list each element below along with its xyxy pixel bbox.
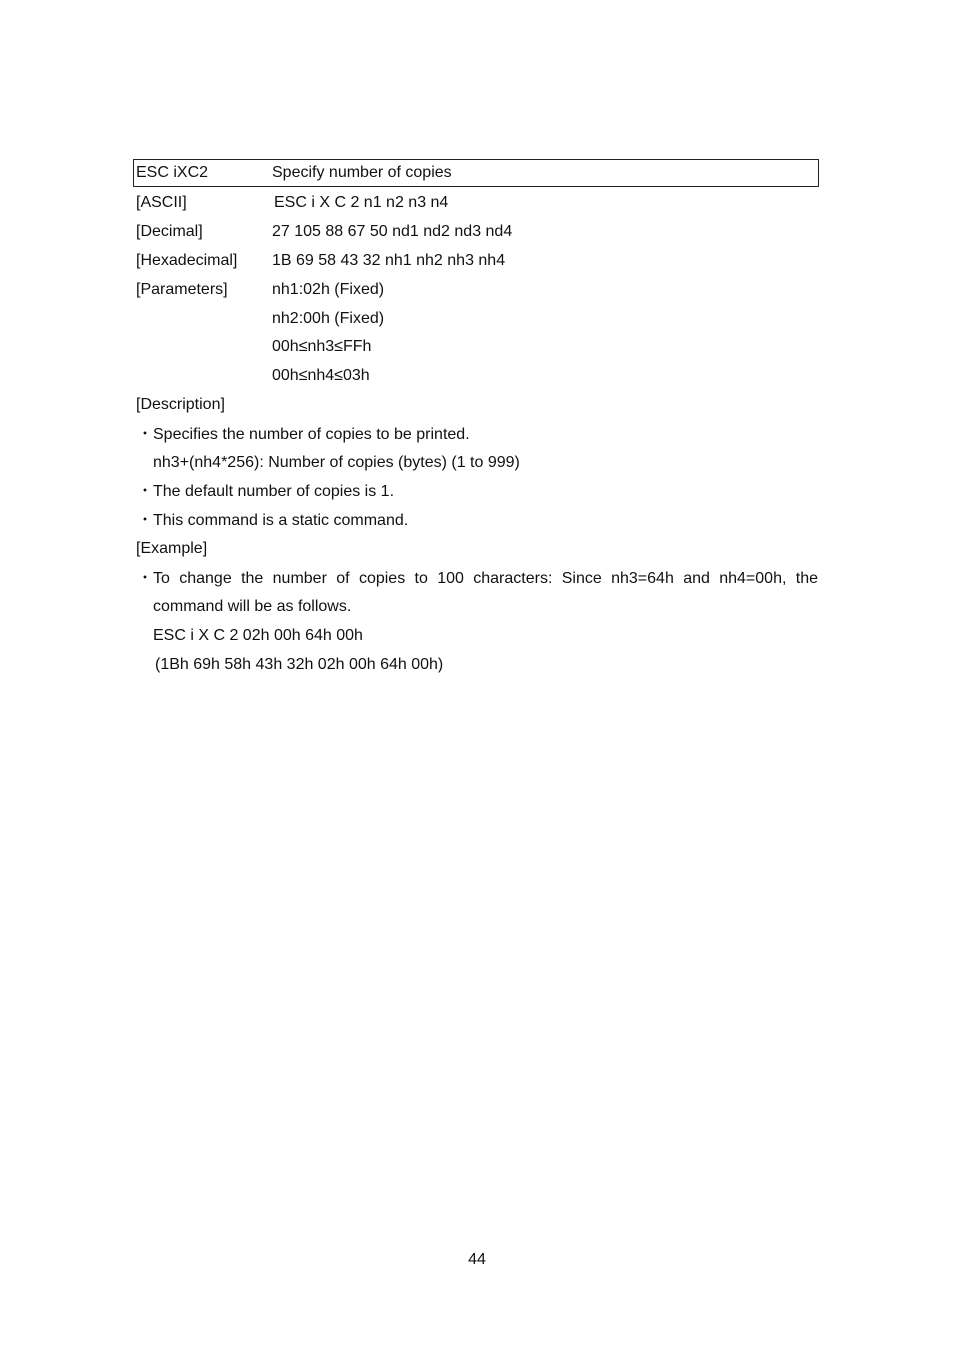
- hexadecimal-value: 1B 69 58 43 32 nh1 nh2 nh3 nh4: [272, 252, 506, 269]
- parameters-label: [Parameters]: [136, 281, 228, 298]
- parameter-nh4: 00h≤nh4≤03h: [272, 367, 370, 384]
- command-header-box: [133, 159, 819, 187]
- command-title: Specify number of copies: [272, 164, 452, 181]
- bullet-mark: ・: [137, 512, 154, 529]
- description-item: Specifies the number of copies to be printed.: [153, 426, 470, 443]
- hexadecimal-label: [Hexadecimal]: [136, 252, 238, 269]
- bullet-mark: ・: [137, 426, 154, 443]
- description-item: The default number of copies is 1.: [153, 483, 395, 500]
- ascii-label: [ASCII]: [136, 194, 187, 211]
- parameter-nh3: 00h≤nh3≤FFh: [272, 338, 372, 355]
- description-item: This command is a static command.: [153, 512, 409, 529]
- parameter-nh1: nh1:02h (Fixed): [272, 281, 385, 298]
- parameter-nh2: nh2:00h (Fixed): [272, 310, 385, 327]
- bullet-mark: ・: [137, 483, 154, 500]
- example-hex: (1Bh 69h 58h 43h 32h 02h 00h 64h 00h): [155, 656, 444, 673]
- decimal-label: [Decimal]: [136, 223, 203, 240]
- command-name: ESC iXC2: [136, 164, 209, 181]
- example-label: [Example]: [136, 540, 208, 557]
- page-number: 44: [468, 1251, 486, 1268]
- example-command: ESC i X C 2 02h 00h 64h 00h: [153, 627, 363, 644]
- ascii-value: ESC i X C 2 n1 n2 n3 n4: [274, 194, 449, 211]
- bullet-mark: ・: [137, 570, 154, 587]
- example-text-line-2: command will be as follows.: [153, 598, 352, 615]
- example-text-line-1: To change the number of copies to 100 characters: Since nh3=64h and nh4=00h, the: [153, 570, 818, 587]
- decimal-value: 27 105 88 67 50 nd1 nd2 nd3 nd4: [272, 223, 513, 240]
- description-label: [Description]: [136, 396, 225, 413]
- description-item: nh3+(nh4*256): Number of copies (bytes) (1 to 999): [153, 454, 520, 471]
